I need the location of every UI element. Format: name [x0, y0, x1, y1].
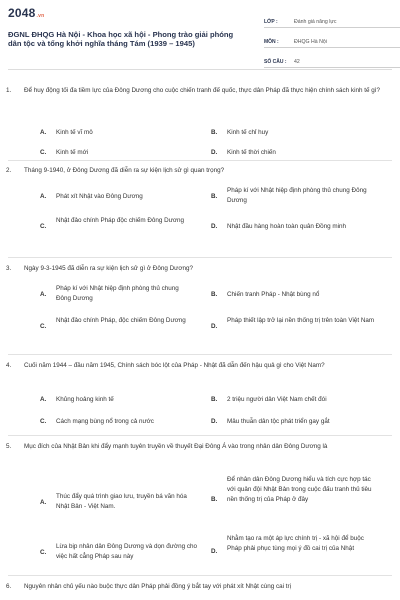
- question-stem: [6, 166, 384, 176]
- question-divider: [8, 435, 392, 436]
- question-stem: [6, 442, 384, 452]
- question-text: Nguyên nhân chủ yếu nào buộc thực dân Pháp phải đồng ý bắt tay với phát xít Nhật cùng cai trị: [24, 583, 292, 590]
- question-stem: [6, 264, 384, 274]
- option-letter: B.: [211, 193, 218, 200]
- option-letter: D.: [211, 149, 218, 156]
- question-number: 5.: [6, 443, 12, 450]
- option-letter: B.: [211, 396, 218, 403]
- option-letter: C.: [40, 223, 47, 230]
- option-text: 2 triệu người dân Việt Nam chết đói: [227, 396, 327, 403]
- question-text: Tháng 9-1940, ở Đông Dương đã diễn ra sự kiện lịch sử gì quan trọng?: [24, 167, 225, 174]
- option-letter: C.: [40, 549, 47, 556]
- option-letter: D.: [211, 223, 218, 230]
- option-text: Khủng hoảng kinh tế: [56, 396, 114, 403]
- question-stem: [6, 86, 384, 96]
- option-letter: A.: [40, 396, 47, 403]
- question-number: 6.: [6, 583, 12, 590]
- meta-label: MÔN :: [264, 39, 279, 45]
- option-text: Phát xít Nhật vào Đông Dương: [56, 193, 143, 200]
- document-meta: [264, 15, 400, 75]
- option-text: Cách mạng bùng nổ trong cả nước: [56, 418, 154, 425]
- logo-suffix-text: .vn: [36, 13, 45, 19]
- question-stem: [6, 361, 384, 371]
- question-stem: [6, 582, 386, 592]
- option-text: Pháp kí với Nhật hiệp định phòng thủ chung Đông Dương: [227, 187, 367, 204]
- meta-value: 42: [294, 59, 300, 65]
- meta-value: ĐHQG Hà Nội: [294, 39, 327, 45]
- meta-row-subject: [264, 35, 400, 48]
- question-number: 2.: [6, 167, 12, 174]
- question-number: 1.: [6, 87, 12, 94]
- option-letter: A.: [40, 129, 47, 136]
- question-divider: [8, 354, 392, 355]
- question-number: 3.: [6, 265, 12, 272]
- option-text: Lừa bịp nhân dân Đông Dương và dọn đường cho việc hất cẳng Pháp sau này: [56, 543, 197, 560]
- meta-row-count: [264, 55, 400, 68]
- meta-value: Đánh giá năng lực: [294, 19, 337, 25]
- option-text: Nhật đảo chính Pháp, độc chiếm Đông Dương: [56, 317, 186, 324]
- option-text: Kinh tế mới: [56, 149, 89, 156]
- option-letter: B.: [211, 496, 218, 503]
- option-letter: C.: [40, 149, 47, 156]
- option-text: Pháp kí với Nhật hiệp định phòng thủ chung Đông Dương: [56, 285, 179, 302]
- page-header: [8, 0, 392, 70]
- option-text: Pháp thiết lập trở lại nền thống trị trên toàn Việt Nam: [227, 317, 375, 324]
- option-letter: B.: [211, 129, 218, 136]
- document-title: ĐGNL ĐHQG Hà Nội - Khoa học xã hội - Phong trào giải phóng dân tộc và tổng khởi nghĩa tháng Tám (1939 – 1945): [8, 30, 234, 49]
- option-letter: A.: [40, 499, 47, 506]
- option-letter: A.: [40, 193, 47, 200]
- option-letter: D.: [211, 548, 218, 555]
- question-text: Ngày 9-3-1945 đã diễn ra sự kiện lịch sử gì ở Đông Dương?: [24, 265, 193, 272]
- meta-label: LỚP :: [264, 19, 278, 25]
- option-text: Kinh tế thời chiến: [227, 149, 276, 156]
- option-letter: A.: [40, 291, 47, 298]
- question-text: Để huy động tối đa tiềm lực của Đông Dương cho cuộc chiến tranh đế quốc, thực dân Pháp đã thực hiện chính sách kinh tế gì?: [24, 87, 380, 94]
- option-text: Nhật đảo chính Pháp độc chiếm Đông Dương: [56, 217, 185, 224]
- option-text: Mâu thuẫn dân tộc phát triển gay gắt: [227, 418, 330, 425]
- question-text: Cuối năm 1944 – đầu năm 1945, Chính sách bóc lột của Pháp - Nhật đã dẫn đến hậu quả gì cho Việt Nam?: [24, 362, 325, 369]
- site-logo[interactable]: [8, 6, 44, 20]
- option-letter: D.: [211, 323, 218, 330]
- option-letter: C.: [40, 323, 47, 330]
- option-letter: D.: [211, 418, 218, 425]
- question-text: Mục đích của Nhật Bản khi đẩy mạnh tuyên truyền về thuyết Đại Đông Á vào trong nhân dân Đông Dương là: [24, 443, 328, 450]
- meta-label: SỐ CÂU :: [264, 59, 287, 65]
- option-letter: C.: [40, 418, 47, 425]
- option-text: Nhằm tạo ra một áp lực chính trị - xã hội để buộc Pháp phải phục tùng mọi ý đồ cai trị của Nhật: [227, 535, 364, 552]
- question-number: 4.: [6, 362, 12, 369]
- option-text: Kinh tế vĩ mô: [56, 129, 93, 136]
- option-text: Để nhân dân Đông Dương hiểu và tích cực hợp tác với quân đội Nhật Bản trong cuộc đấu tranh thủ tiêu nền thống trị của Pháp ở đây: [227, 476, 372, 503]
- meta-row-class: [264, 15, 400, 28]
- question-divider: [8, 160, 392, 161]
- option-letter: B.: [211, 291, 218, 298]
- option-text: Kinh tế chỉ huy: [227, 129, 269, 136]
- option-text: Thúc đẩy quá trình giao lưu, truyền bá văn hóa Nhật Bản - Việt Nam.: [56, 493, 187, 510]
- option-text: Chiến tranh Pháp - Nhật bùng nổ: [227, 291, 320, 298]
- option-text: Nhật đầu hàng hoàn toàn quân Đồng minh: [227, 223, 347, 230]
- question-divider: [8, 257, 392, 258]
- question-divider: [8, 575, 392, 576]
- logo-main-text: 2048: [8, 6, 36, 20]
